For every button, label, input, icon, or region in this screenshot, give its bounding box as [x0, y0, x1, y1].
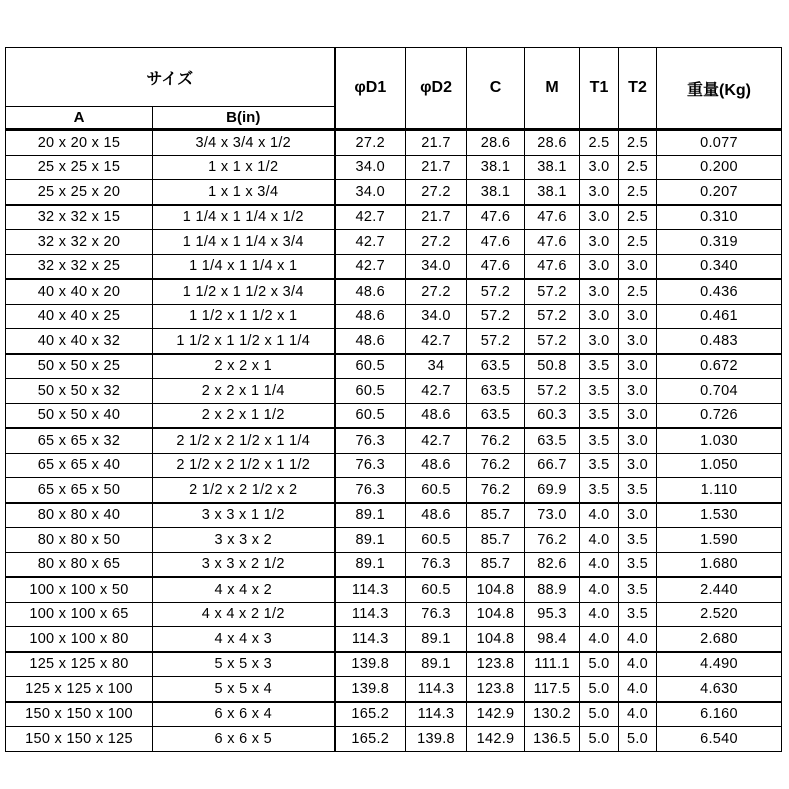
table-row	[6, 279, 782, 304]
cell-m: 95.3	[525, 602, 580, 627]
cell-d2: 48.6	[406, 453, 467, 478]
cell-size-a: 20 x 20 x 15	[6, 130, 153, 156]
table-row	[6, 230, 782, 255]
cell-d2: 42.7	[406, 379, 467, 404]
cell-size-b: 1 x 1 x 3/4	[153, 180, 335, 205]
cell-t1: 3.0	[580, 180, 619, 205]
cell-size-a: 32 x 32 x 25	[6, 254, 153, 279]
cell-d1: 60.5	[335, 354, 406, 379]
header-b: B(in)	[153, 107, 335, 130]
cell-size-a: 125 x 125 x 80	[6, 652, 153, 677]
cell-d2: 76.3	[406, 552, 467, 577]
cell-m: 117.5	[525, 677, 580, 702]
table-row	[6, 354, 782, 379]
cell-c: 104.8	[467, 602, 525, 627]
cell-size-a: 40 x 40 x 32	[6, 329, 153, 354]
cell-d1: 89.1	[335, 503, 406, 528]
cell-t1: 3.0	[580, 279, 619, 304]
cell-d1: 48.6	[335, 304, 406, 329]
cell-d2: 60.5	[406, 577, 467, 602]
cell-t1: 5.0	[580, 652, 619, 677]
cell-d1: 48.6	[335, 279, 406, 304]
cell-m: 47.6	[525, 230, 580, 255]
cell-d2: 27.2	[406, 230, 467, 255]
table-row	[6, 727, 782, 752]
header-t2: T2	[619, 48, 657, 130]
cell-d1: 139.8	[335, 677, 406, 702]
cell-weight: 0.672	[657, 354, 782, 379]
cell-size-b: 1 x 1 x 1/2	[153, 155, 335, 180]
cell-d1: 114.3	[335, 602, 406, 627]
table-row	[6, 428, 782, 453]
cell-weight: 1.030	[657, 428, 782, 453]
cell-c: 85.7	[467, 528, 525, 553]
cell-size-b: 3 x 3 x 1 1/2	[153, 503, 335, 528]
cell-m: 50.8	[525, 354, 580, 379]
cell-t1: 3.5	[580, 354, 619, 379]
cell-size-b: 1 1/4 x 1 1/4 x 1/2	[153, 205, 335, 230]
cell-size-b: 2 x 2 x 1 1/2	[153, 403, 335, 428]
spec-table	[5, 47, 782, 752]
cell-size-b: 1 1/2 x 1 1/2 x 1	[153, 304, 335, 329]
cell-t2: 3.0	[619, 503, 657, 528]
header-weight: 重量(Kg)	[657, 48, 782, 130]
cell-size-a: 150 x 150 x 100	[6, 702, 153, 727]
cell-c: 63.5	[467, 379, 525, 404]
cell-m: 69.9	[525, 478, 580, 503]
table-row	[6, 528, 782, 553]
cell-size-b: 2 1/2 x 2 1/2 x 1 1/4	[153, 428, 335, 453]
cell-c: 104.8	[467, 577, 525, 602]
cell-t1: 3.0	[580, 230, 619, 255]
cell-t2: 4.0	[619, 652, 657, 677]
cell-t2: 3.5	[619, 528, 657, 553]
cell-d2: 89.1	[406, 652, 467, 677]
cell-size-a: 40 x 40 x 20	[6, 279, 153, 304]
cell-m: 38.1	[525, 180, 580, 205]
cell-size-a: 50 x 50 x 40	[6, 403, 153, 428]
cell-c: 28.6	[467, 130, 525, 156]
cell-c: 57.2	[467, 279, 525, 304]
cell-c: 142.9	[467, 727, 525, 752]
table-row	[6, 329, 782, 354]
cell-m: 63.5	[525, 428, 580, 453]
cell-weight: 6.540	[657, 727, 782, 752]
cell-size-b: 1 1/2 x 1 1/2 x 3/4	[153, 279, 335, 304]
cell-d2: 76.3	[406, 602, 467, 627]
cell-size-a: 32 x 32 x 20	[6, 230, 153, 255]
cell-t2: 2.5	[619, 230, 657, 255]
cell-d1: 42.7	[335, 254, 406, 279]
cell-weight: 2.520	[657, 602, 782, 627]
cell-t2: 3.5	[619, 478, 657, 503]
cell-size-b: 5 x 5 x 3	[153, 652, 335, 677]
cell-t1: 3.0	[580, 254, 619, 279]
cell-weight: 0.207	[657, 180, 782, 205]
cell-size-b: 1 1/4 x 1 1/4 x 1	[153, 254, 335, 279]
cell-weight: 6.160	[657, 702, 782, 727]
cell-t2: 3.5	[619, 552, 657, 577]
cell-d1: 34.0	[335, 180, 406, 205]
cell-t1: 4.0	[580, 503, 619, 528]
cell-t1: 3.5	[580, 478, 619, 503]
cell-d1: 60.5	[335, 379, 406, 404]
cell-weight: 1.530	[657, 503, 782, 528]
table-row	[6, 379, 782, 404]
table-row	[6, 403, 782, 428]
cell-c: 57.2	[467, 329, 525, 354]
cell-d1: 165.2	[335, 727, 406, 752]
cell-t1: 3.5	[580, 403, 619, 428]
table-row	[6, 155, 782, 180]
cell-t2: 3.0	[619, 403, 657, 428]
cell-c: 57.2	[467, 304, 525, 329]
cell-d1: 27.2	[335, 130, 406, 156]
cell-size-a: 32 x 32 x 15	[6, 205, 153, 230]
cell-t2: 3.0	[619, 453, 657, 478]
cell-size-a: 50 x 50 x 25	[6, 354, 153, 379]
cell-weight: 0.319	[657, 230, 782, 255]
cell-t2: 3.0	[619, 428, 657, 453]
cell-d2: 27.2	[406, 279, 467, 304]
cell-weight: 0.704	[657, 379, 782, 404]
cell-weight: 1.590	[657, 528, 782, 553]
cell-t1: 3.0	[580, 304, 619, 329]
cell-size-b: 2 x 2 x 1 1/4	[153, 379, 335, 404]
cell-d1: 76.3	[335, 478, 406, 503]
cell-d1: 89.1	[335, 552, 406, 577]
cell-t2: 2.5	[619, 130, 657, 156]
cell-c: 142.9	[467, 702, 525, 727]
cell-m: 28.6	[525, 130, 580, 156]
cell-c: 76.2	[467, 478, 525, 503]
cell-d2: 21.7	[406, 205, 467, 230]
cell-m: 136.5	[525, 727, 580, 752]
cell-t1: 3.0	[580, 155, 619, 180]
table-row	[6, 552, 782, 577]
header-m: M	[525, 48, 580, 130]
cell-size-b: 2 1/2 x 2 1/2 x 1 1/2	[153, 453, 335, 478]
cell-m: 47.6	[525, 254, 580, 279]
cell-size-b: 1 1/4 x 1 1/4 x 3/4	[153, 230, 335, 255]
table-row	[6, 254, 782, 279]
cell-size-a: 150 x 150 x 125	[6, 727, 153, 752]
cell-weight: 0.483	[657, 329, 782, 354]
cell-d1: 42.7	[335, 205, 406, 230]
table-row	[6, 503, 782, 528]
cell-d2: 34.0	[406, 254, 467, 279]
cell-weight: 0.436	[657, 279, 782, 304]
cell-d1: 60.5	[335, 403, 406, 428]
cell-c: 63.5	[467, 354, 525, 379]
cell-t2: 2.5	[619, 155, 657, 180]
cell-d1: 76.3	[335, 428, 406, 453]
table-row	[6, 602, 782, 627]
cell-size-a: 100 x 100 x 65	[6, 602, 153, 627]
cell-c: 47.6	[467, 205, 525, 230]
cell-d2: 114.3	[406, 702, 467, 727]
cell-weight: 0.461	[657, 304, 782, 329]
cell-size-b: 2 1/2 x 2 1/2 x 2	[153, 478, 335, 503]
cell-t2: 3.0	[619, 329, 657, 354]
header-d2: φD2	[406, 48, 467, 130]
table-row	[6, 478, 782, 503]
cell-size-b: 3/4 x 3/4 x 1/2	[153, 130, 335, 156]
cell-size-a: 65 x 65 x 50	[6, 478, 153, 503]
header-t1: T1	[580, 48, 619, 130]
cell-size-a: 80 x 80 x 40	[6, 503, 153, 528]
cell-c: 104.8	[467, 627, 525, 652]
cell-d1: 48.6	[335, 329, 406, 354]
cell-m: 57.2	[525, 279, 580, 304]
cell-c: 47.6	[467, 254, 525, 279]
table-row	[6, 180, 782, 205]
cell-size-a: 25 x 25 x 15	[6, 155, 153, 180]
cell-m: 111.1	[525, 652, 580, 677]
cell-size-b: 3 x 3 x 2 1/2	[153, 552, 335, 577]
cell-t1: 4.0	[580, 602, 619, 627]
cell-weight: 2.440	[657, 577, 782, 602]
cell-m: 88.9	[525, 577, 580, 602]
cell-t1: 4.0	[580, 577, 619, 602]
cell-t2: 3.0	[619, 379, 657, 404]
cell-d2: 34.0	[406, 304, 467, 329]
cell-m: 47.6	[525, 205, 580, 230]
cell-c: 85.7	[467, 503, 525, 528]
cell-m: 98.4	[525, 627, 580, 652]
cell-size-a: 65 x 65 x 32	[6, 428, 153, 453]
cell-weight: 4.630	[657, 677, 782, 702]
cell-weight: 2.680	[657, 627, 782, 652]
cell-t1: 3.0	[580, 329, 619, 354]
cell-m: 73.0	[525, 503, 580, 528]
cell-d1: 114.3	[335, 627, 406, 652]
cell-weight: 0.726	[657, 403, 782, 428]
cell-d1: 34.0	[335, 155, 406, 180]
cell-t1: 4.0	[580, 528, 619, 553]
cell-size-a: 80 x 80 x 65	[6, 552, 153, 577]
header-c: C	[467, 48, 525, 130]
cell-c: 85.7	[467, 552, 525, 577]
cell-d2: 27.2	[406, 180, 467, 205]
cell-size-b: 1 1/2 x 1 1/2 x 1 1/4	[153, 329, 335, 354]
table-row	[6, 577, 782, 602]
cell-m: 60.3	[525, 403, 580, 428]
cell-d2: 21.7	[406, 155, 467, 180]
cell-t2: 3.0	[619, 254, 657, 279]
cell-c: 38.1	[467, 155, 525, 180]
cell-c: 38.1	[467, 180, 525, 205]
cell-t1: 5.0	[580, 727, 619, 752]
cell-d2: 60.5	[406, 478, 467, 503]
table-row	[6, 130, 782, 156]
cell-size-b: 2 x 2 x 1	[153, 354, 335, 379]
cell-t2: 3.5	[619, 577, 657, 602]
cell-t2: 3.0	[619, 304, 657, 329]
cell-m: 57.2	[525, 304, 580, 329]
cell-weight: 1.110	[657, 478, 782, 503]
cell-weight: 1.050	[657, 453, 782, 478]
cell-size-a: 50 x 50 x 32	[6, 379, 153, 404]
cell-d1: 165.2	[335, 702, 406, 727]
cell-t1: 3.0	[580, 205, 619, 230]
cell-t1: 2.5	[580, 130, 619, 156]
cell-d2: 42.7	[406, 428, 467, 453]
cell-c: 63.5	[467, 403, 525, 428]
cell-t2: 3.5	[619, 602, 657, 627]
cell-d2: 139.8	[406, 727, 467, 752]
cell-d2: 114.3	[406, 677, 467, 702]
cell-d1: 76.3	[335, 453, 406, 478]
cell-t2: 3.0	[619, 354, 657, 379]
header-a: A	[6, 107, 153, 130]
table-body	[6, 130, 782, 752]
cell-m: 66.7	[525, 453, 580, 478]
cell-size-a: 40 x 40 x 25	[6, 304, 153, 329]
cell-t2: 4.0	[619, 627, 657, 652]
cell-weight: 1.680	[657, 552, 782, 577]
cell-size-a: 65 x 65 x 40	[6, 453, 153, 478]
cell-t2: 2.5	[619, 205, 657, 230]
cell-m: 76.2	[525, 528, 580, 553]
cell-weight: 4.490	[657, 652, 782, 677]
cell-size-b: 5 x 5 x 4	[153, 677, 335, 702]
cell-d2: 60.5	[406, 528, 467, 553]
cell-size-b: 4 x 4 x 2 1/2	[153, 602, 335, 627]
cell-weight: 0.200	[657, 155, 782, 180]
cell-d2: 48.6	[406, 403, 467, 428]
table-row	[6, 677, 782, 702]
cell-d1: 139.8	[335, 652, 406, 677]
cell-t1: 3.5	[580, 379, 619, 404]
cell-t2: 2.5	[619, 279, 657, 304]
cell-c: 76.2	[467, 453, 525, 478]
cell-d2: 89.1	[406, 627, 467, 652]
cell-m: 82.6	[525, 552, 580, 577]
header-d1: φD1	[335, 48, 406, 130]
cell-t2: 4.0	[619, 702, 657, 727]
table-row	[6, 627, 782, 652]
cell-weight: 0.077	[657, 130, 782, 156]
cell-t1: 5.0	[580, 677, 619, 702]
header-size: サイズ	[6, 48, 335, 107]
cell-size-a: 100 x 100 x 50	[6, 577, 153, 602]
cell-t1: 4.0	[580, 552, 619, 577]
cell-t2: 5.0	[619, 727, 657, 752]
cell-m: 57.2	[525, 379, 580, 404]
cell-size-b: 3 x 3 x 2	[153, 528, 335, 553]
cell-weight: 0.310	[657, 205, 782, 230]
cell-d2: 21.7	[406, 130, 467, 156]
cell-d1: 89.1	[335, 528, 406, 553]
cell-weight: 0.340	[657, 254, 782, 279]
cell-size-a: 25 x 25 x 20	[6, 180, 153, 205]
cell-t2: 4.0	[619, 677, 657, 702]
table-row	[6, 652, 782, 677]
cell-d2: 34	[406, 354, 467, 379]
table-row	[6, 702, 782, 727]
cell-t2: 2.5	[619, 180, 657, 205]
cell-size-b: 6 x 6 x 4	[153, 702, 335, 727]
cell-d2: 48.6	[406, 503, 467, 528]
table-row	[6, 304, 782, 329]
cell-m: 57.2	[525, 329, 580, 354]
cell-t1: 5.0	[580, 702, 619, 727]
table-row	[6, 205, 782, 230]
cell-m: 130.2	[525, 702, 580, 727]
cell-c: 123.8	[467, 677, 525, 702]
cell-m: 38.1	[525, 155, 580, 180]
cell-c: 47.6	[467, 230, 525, 255]
cell-size-a: 125 x 125 x 100	[6, 677, 153, 702]
cell-size-b: 4 x 4 x 2	[153, 577, 335, 602]
cell-size-a: 100 x 100 x 80	[6, 627, 153, 652]
cell-c: 123.8	[467, 652, 525, 677]
cell-d1: 114.3	[335, 577, 406, 602]
cell-t1: 3.5	[580, 428, 619, 453]
cell-size-b: 4 x 4 x 3	[153, 627, 335, 652]
cell-c: 76.2	[467, 428, 525, 453]
cell-size-b: 6 x 6 x 5	[153, 727, 335, 752]
cell-size-a: 80 x 80 x 50	[6, 528, 153, 553]
cell-t1: 4.0	[580, 627, 619, 652]
cell-d2: 42.7	[406, 329, 467, 354]
cell-t1: 3.5	[580, 453, 619, 478]
cell-d1: 42.7	[335, 230, 406, 255]
table-row	[6, 453, 782, 478]
